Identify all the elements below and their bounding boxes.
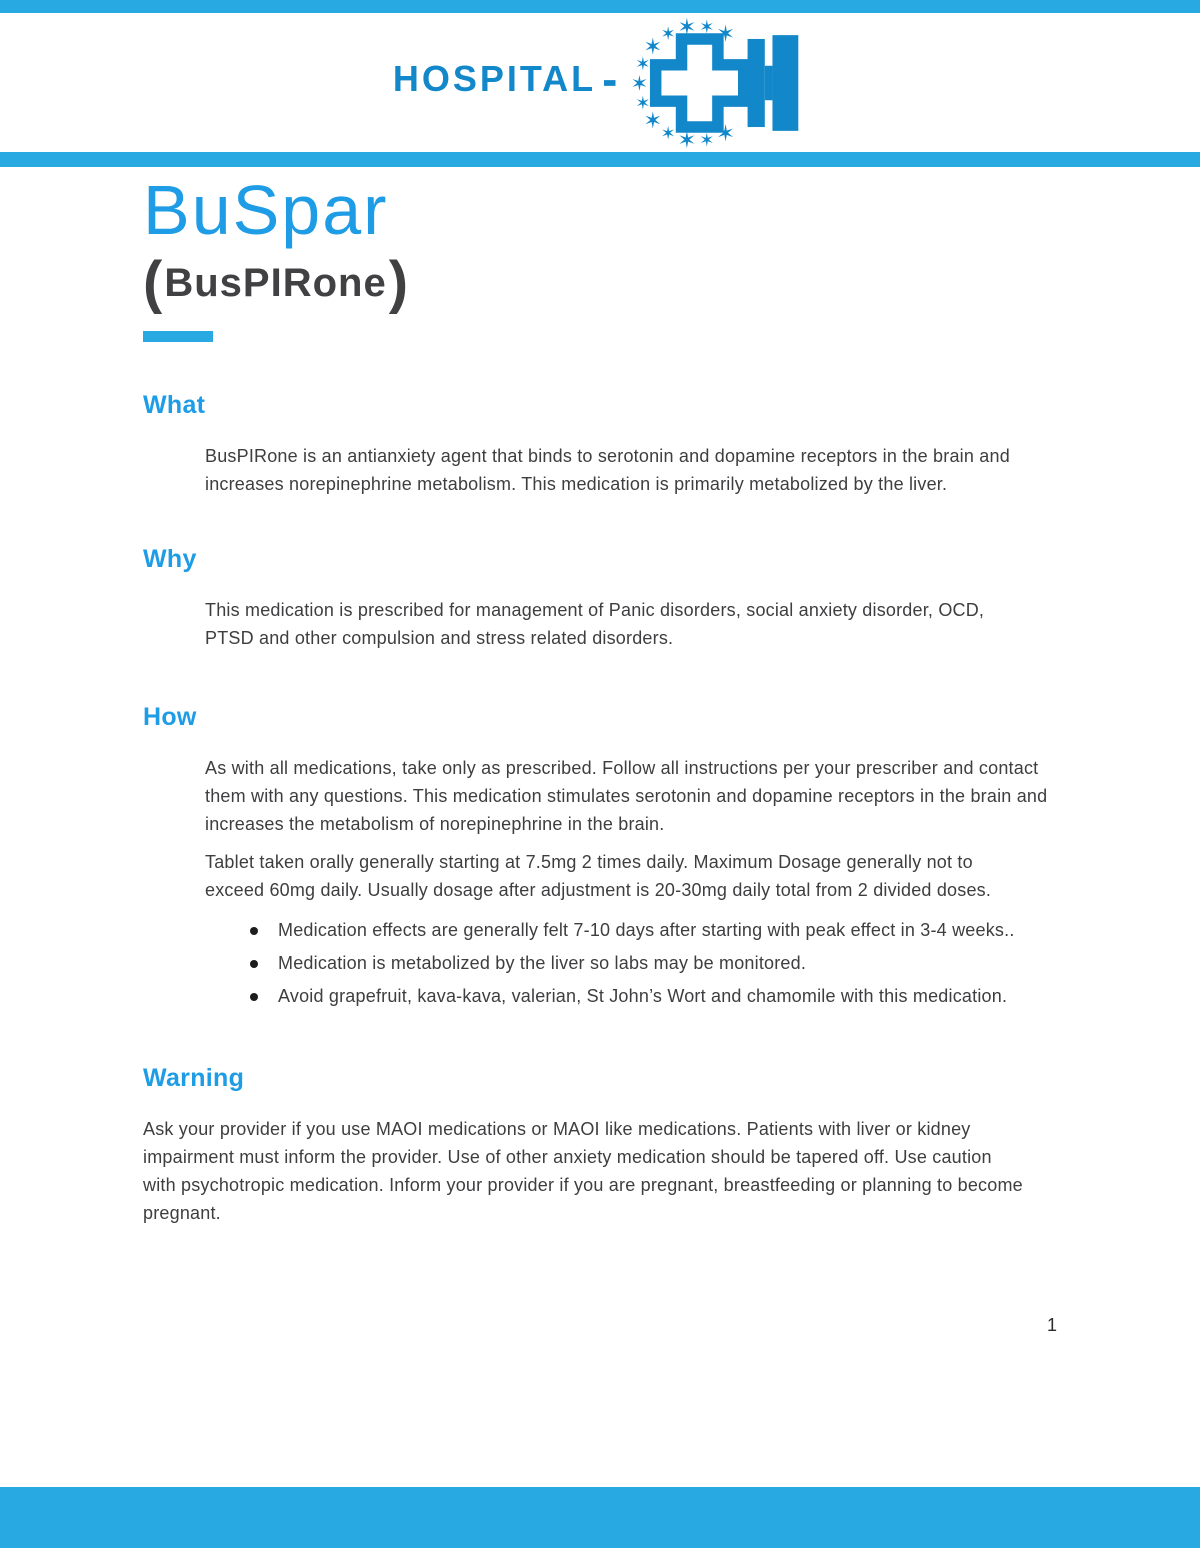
footer-accent-bar bbox=[0, 1487, 1200, 1548]
section-how bbox=[143, 702, 1057, 1013]
bullet-dot-icon bbox=[250, 927, 258, 935]
hospital-logo-text: HOSPITAL bbox=[392, 57, 597, 99]
bullet-dot-icon bbox=[250, 993, 258, 1001]
hospital-logo bbox=[393, 16, 807, 150]
section-heading-warning: Warning bbox=[143, 1064, 245, 1092]
document-body bbox=[0, 171, 1200, 1335]
how-bullet-list bbox=[248, 914, 1048, 1013]
section-how-paragraph-2: Tablet taken orally generally starting at 7.5mg 2 times daily. Maximum Dosage generally not to exceed 60mg daily. Usually dosage after adjustment is 20-30mg daily total from 2 divided doses. bbox=[205, 852, 992, 900]
section-why-body: This medication is prescribed for management of Panic disorders, social anxiety disorder, OCD, PTSD and other compulsion and stress related disorders. bbox=[205, 600, 985, 648]
header-divider-bar bbox=[0, 152, 1200, 167]
section-what bbox=[143, 390, 1057, 498]
bullet-text: Medication effects are generally felt 7-10 days after starting with peak effect in 3-4 weeks.. bbox=[278, 920, 1015, 940]
section-warning-body: Ask your provider if you use MAOI medications or MAOI like medications. Patients with liver or kidney impairment must inform the provider. Use of other anxiety medication should be tapered off. Use caution with psychotropic medication. Inform your provider if you are pregnant, breastfeeding or planning to become pregnant. bbox=[143, 1119, 1023, 1223]
hospital-cross-icon bbox=[602, 16, 807, 150]
section-warning bbox=[143, 1063, 1057, 1227]
page-title: BuSpar bbox=[143, 171, 389, 249]
list-item bbox=[248, 980, 1048, 1013]
section-why bbox=[143, 544, 1057, 652]
section-what-body: BusPIRone is an antianxiety agent that binds to serotonin and dopamine receptors in the brain and increases norepinephrine metabolism. This medication is primarily metabolized by the liver. bbox=[205, 446, 1010, 494]
section-heading-why: Why bbox=[143, 545, 197, 573]
page-subtitle bbox=[143, 251, 1057, 315]
bullet-dot-icon bbox=[250, 960, 258, 968]
title-underline bbox=[143, 331, 213, 342]
bullet-text: Medication is metabolized by the liver so labs may be monitored. bbox=[278, 953, 807, 973]
list-item bbox=[248, 947, 1048, 980]
subtitle-paren-open: ( bbox=[143, 250, 163, 315]
subtitle-paren-close: ) bbox=[388, 250, 409, 315]
top-accent-bar bbox=[0, 0, 1200, 13]
subtitle-text: BusPIRone bbox=[164, 260, 387, 305]
section-heading-what: What bbox=[143, 391, 206, 419]
list-item bbox=[248, 914, 1048, 947]
page-number: 1 bbox=[1046, 1315, 1057, 1335]
bullet-text: Avoid grapefruit, kava-kava, valerian, St John’s Wort and chamomile with this medication. bbox=[278, 986, 1008, 1006]
section-how-paragraph-1: As with all medications, take only as prescribed. Follow all instructions per your prescriber and contact them with any questions. This medication stimulates serotonin and dopamine receptors in the brain and increases the metabolism of norepinephrine in the brain. bbox=[205, 758, 1048, 834]
section-heading-how: How bbox=[143, 703, 197, 731]
header bbox=[0, 13, 1200, 152]
